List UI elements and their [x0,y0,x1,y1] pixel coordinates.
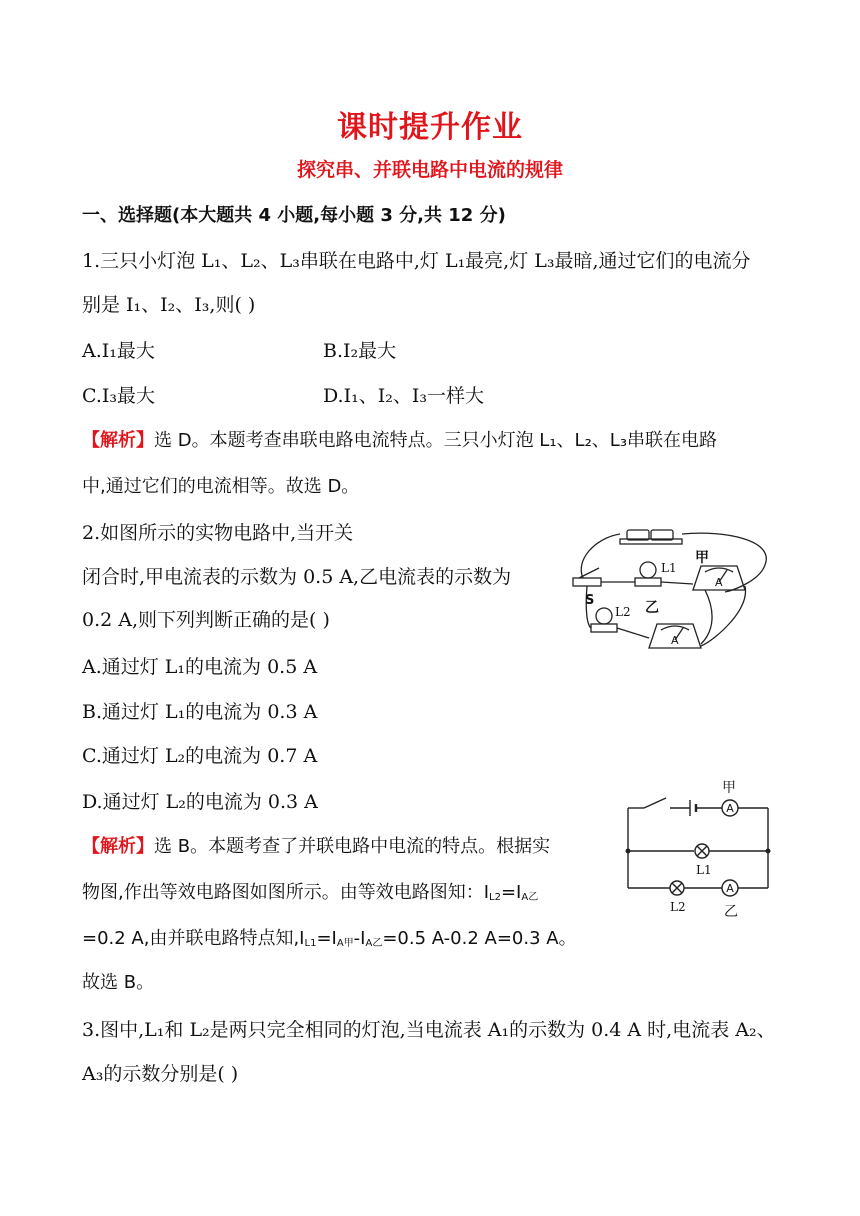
q2-analysis-line2 [82,880,538,911]
meter-a-label: A [671,634,679,647]
subscript: A乙 [521,892,539,903]
q2-option-d: D.通过灯 L₂的电流为 0.3 A [82,791,318,813]
q2-option-a: A.通过灯 L₁的电流为 0.5 A [82,656,318,678]
label-l1: L1 [661,561,677,575]
q2-stem-line3: 0.2 A,则下列判断正确的是( ) [82,609,330,631]
q2-analysis-text3c: =I [316,928,337,949]
label-yi: 乙 [645,600,659,616]
q1-option-a: A.I₁最大 [82,340,155,362]
q3-stem-line1: 3.图中,L₁和 L₂是两只完全相同的灯泡,当电流表 A₁的示数为 0.4 A 时,电流表 A₂、 [82,1019,776,1041]
subscript: L2 [489,892,501,903]
q2-analysis-text3a: =0.2 A,由并联电路特点知,I [82,928,305,949]
lamp-base [635,578,661,586]
page-subtitle: 探究串、并联电路中电流的规律 [296,159,563,181]
q1-analysis-line1 [82,428,717,454]
q2-analysis-line1 [82,834,550,860]
q2-analysis-text2: 物图,作出等效电路图如图所示。由等效电路图知：I [82,882,490,903]
bulb [596,608,612,624]
q1-stem-line1: 1.三只小灯泡 L₁、L₂、L₃串联在电路中,灯 L₁最亮,灯 L₃最暗,通过它们的电流分 [82,250,751,272]
equivalent-circuit-schematic [620,778,780,918]
label-jia: 甲 [695,550,709,566]
wire [701,590,712,644]
q1-analysis-line2: 中,通过它们的电流相等。故选 D。 [82,476,360,497]
q2-stem-line2: 闭合时,甲电流表的示数为 0.5 A,乙电流表的示数为 [82,566,512,588]
label-l2: L2 [615,605,631,619]
ammeter-a-label: A [726,882,734,895]
switch-base [573,578,601,586]
meter-scale [705,568,733,572]
q2-analysis-text3g: =0.5 A-0.2 A=0.3 A。 [382,928,577,949]
wire [661,582,693,584]
q1-option-c: C.I₃最大 [82,385,156,407]
label-s: S [585,593,595,608]
q2-analysis-text1: 选 B。本题考查了并联电路中电流的特点。根据实 [154,836,551,857]
section-heading: 一、选择题(本大题共 4 小题,每小题 3 分,共 12 分) [82,205,506,226]
q2-analysis-line3 [82,926,577,957]
q1-analysis-text1: 选 D。本题考查串联电路电流特点。三只小灯泡 L₁、L₂、L₃串联在电路 [154,430,718,451]
ammeter-a-label: A [726,802,734,815]
q2-option-c: C.通过灯 L₂的电流为 0.7 A [82,745,318,767]
analysis-tag: 【解析】 [82,836,154,857]
junction-dot [626,849,631,854]
label-l2: L2 [670,900,686,914]
bulb [640,562,656,578]
q1-stem-line2: 别是 I₁、I₂、I₃,则( ) [82,294,256,316]
q2-stem-line1: 2.如图所示的实物电路中,当开关 [82,522,354,544]
label-yi: 乙 [724,904,738,918]
label-l1: L1 [696,863,712,877]
subscript: A乙 [365,938,383,949]
q2-option-b: B.通过灯 L₁的电流为 0.3 A [82,701,318,723]
wire [617,628,649,638]
q1-option-b: B.I₂最大 [323,340,397,362]
q2-analysis-line4: 故选 B。 [82,972,155,993]
label-jia: 甲 [722,780,736,796]
meter-a-label: A [715,576,723,589]
analysis-tag: 【解析】 [82,430,154,451]
page-title: 课时提升作业 [337,110,523,145]
meter-scale [661,626,689,630]
subscript: A甲 [336,938,354,949]
q3-stem-line2: A₃的示数分别是( ) [82,1063,239,1085]
wire [581,534,620,578]
q1-option-d: D.I₁、I₂、I₃一样大 [323,385,484,407]
q2-analysis-text2c: =I [500,882,522,903]
switch-symbol [644,798,666,808]
physical-circuit-figure [565,520,780,660]
q2-analysis-text3e: -I [353,928,366,949]
lamp-base [591,624,617,632]
junction-dot [766,849,771,854]
subscript: L1 [304,938,317,949]
